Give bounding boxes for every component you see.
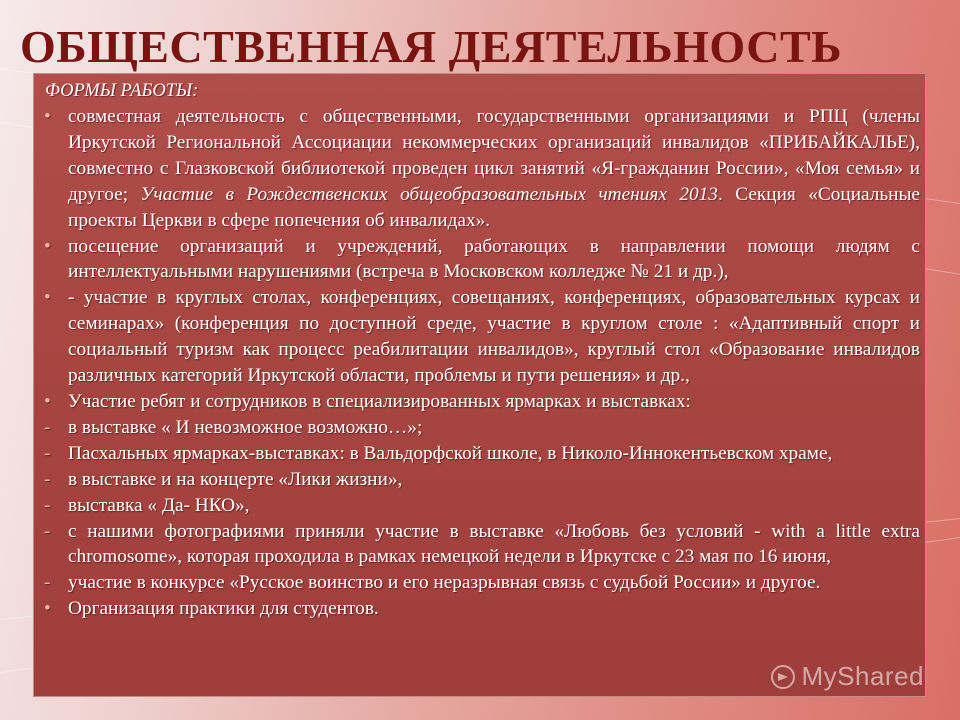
bullet-marker: • [44, 598, 51, 620]
bullet-marker: • [44, 390, 51, 412]
content-text [44, 78, 920, 622]
sub-list-item: - выставка « Да- НКО», [44, 493, 920, 519]
sub-list-item: - с нашими фотографиями приняли участие в выставке «Любовь без условий - with a little extra chromosome», которая проходила в рамках немецкой недели в Иркутске с 23 мая по 16 июня, [44, 520, 920, 568]
section-heading: ФОРМЫ РАБОТЫ: [45, 81, 199, 101]
watermark-text: MyShared [801, 661, 924, 691]
list-item: • посещение организаций и учреждений, работающих в направлении помощи людям с интеллектуальными нарушениями (встреча в Московском колледже № 21 и др.), [44, 235, 920, 283]
slide-title: ОБЩЕСТВЕННАЯ ДЕЯТЕЛЬНОСТЬ [20, 21, 843, 72]
watermark-logo-icon [770, 664, 796, 690]
bullet-marker: • [44, 235, 51, 257]
list-item: • Организация практики для студентов. [44, 596, 920, 622]
dash-marker: - [44, 494, 51, 516]
dash-marker: - [44, 572, 51, 594]
list-item: • - участие в круглых столах, конференциях, совещаниях, конференциях, образовательных курсах и семинарах» (конференция по доступной среде, участие в круглом столе : «Адаптивный спорт и социальный туризм как процесс реабилитации инвалидов», круглый стол «Образование инвалидов различных категорий Иркутской области, проблемы и пути решения» и др., [44, 287, 920, 387]
dash-marker: - [44, 468, 51, 490]
bullet-marker: • [44, 287, 51, 309]
dash-marker: - [44, 416, 51, 438]
sub-list-item: - участие в конкурсе «Русское воинство и его неразрывная связь с судьбой России» и другое. [44, 570, 920, 596]
list-item: • совместная деятельность с общественными, государственными организациями и РПЦ (члены Иркутской Региональной Ассоциации некоммерческих организаций инвалидов «ПРИБАЙКАЛЬЕ), совместно с Глазковской библиотекой проведен цикл занятий «Я-гражданин России», «Моя семья» и другое; Участие в Рождественских общеобразовательных чтениях 2013. Секция «Социальные проекты Церкви в сфере попечения об инвалидах». [44, 106, 920, 231]
list-item: • Участие ребят и сотрудников в специализированных ярмарках и выставках: [44, 389, 920, 415]
sub-list-item: - в выставке « И невозможное возможно…»; [44, 415, 920, 441]
sub-list-item: - Пасхальных ярмарках-выставках: в Вальдорфской школе, в Николо-Иннокентьевском храме, [44, 441, 920, 467]
dash-marker: - [44, 520, 51, 542]
dash-marker: - [44, 442, 51, 464]
watermark [770, 661, 925, 692]
sub-list-item: - в выставке и на концерте «Лики жизни», [44, 467, 920, 493]
bullet-marker: • [44, 106, 51, 127]
